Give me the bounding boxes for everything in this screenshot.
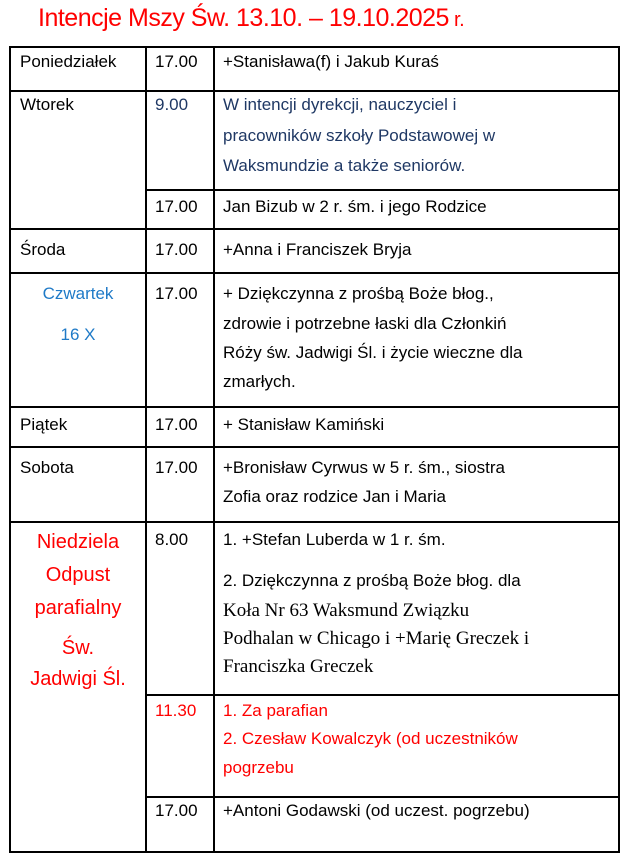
- mass-time: 17.00: [155, 240, 198, 259]
- day-label: Poniedziałek: [20, 52, 117, 71]
- mass-intention-line: Róży św. Jadwigi Śl. i życie wieczne dla: [223, 343, 523, 362]
- row-divider: [145, 694, 620, 696]
- mass-intention-line: Waksmundzie a także seniorów.: [223, 156, 466, 175]
- mass-intention-item: 2. Dziękczynna z prośbą Boże błog. dla: [223, 571, 521, 590]
- day-label: Sobota: [20, 458, 74, 477]
- day-date: 16 X: [60, 325, 96, 344]
- mass-time: 9.00: [155, 95, 189, 114]
- mass-time: 17.00: [155, 458, 198, 477]
- mass-intention-line: zdrowie i potrzebne łaski dla Członkiń: [223, 314, 507, 333]
- day-label: Piątek: [20, 415, 68, 434]
- day-label: Środa: [20, 240, 66, 259]
- mass-time: 17.00: [155, 197, 198, 216]
- row-divider: [9, 446, 620, 448]
- mass-time: 17.00: [155, 284, 198, 303]
- day-label: Niedziela: [36, 531, 120, 553]
- mass-intention: +Anna i Franciszek Bryja: [223, 240, 412, 259]
- mass-intention-line: + Dziękczynna z prośbą Boże błog.,: [223, 284, 494, 303]
- mass-intention-line: +Bronisław Cyrwus w 5 r. śm., siostra: [223, 458, 505, 477]
- mass-intention-line: 2. Czesław Kowalczyk (od uczestników: [223, 729, 518, 748]
- mass-intention: Jan Bizub w 2 r. śm. i jego Rodzice: [223, 197, 487, 216]
- day-label-line: Św.: [61, 637, 95, 659]
- mass-intention: +Antoni Godawski (od uczest. pogrzebu): [223, 801, 530, 820]
- mass-time: 11.30: [155, 701, 197, 720]
- row-divider: [9, 521, 620, 523]
- day-label: Wtorek: [20, 95, 74, 114]
- mass-time: 17.00: [155, 52, 198, 71]
- mass-intention-line: Koła Nr 63 Waksmund Związku: [223, 600, 470, 621]
- page-title: [38, 4, 464, 33]
- mass-time: 8.00: [155, 530, 189, 549]
- mass-intention-line: pracowników szkoły Podstawowej w: [223, 126, 496, 145]
- mass-intention-line: Franciszka Greczek: [223, 656, 374, 677]
- day-label-line: Odpust: [45, 564, 111, 586]
- row-divider: [9, 228, 620, 230]
- row-divider: [145, 189, 620, 191]
- row-divider: [9, 406, 620, 408]
- mass-intention-item: 1. +Stefan Luberda w 1 r. śm.: [223, 530, 446, 549]
- title-text: Intencje Mszy Św. 13.10. – 19.10.2025: [38, 4, 449, 32]
- mass-intention-line: Zofia oraz rodzice Jan i Maria: [223, 487, 446, 506]
- mass-time: 17.00: [155, 415, 198, 434]
- title-suffix: r.: [448, 9, 465, 31]
- mass-intention-line: pogrzebu: [223, 758, 294, 777]
- column-divider: [213, 46, 215, 853]
- mass-intention-line: zmarłych.: [223, 372, 296, 391]
- day-label: Czwartek: [42, 284, 114, 303]
- mass-time: 17.00: [155, 801, 198, 820]
- mass-intention-line: 1. Za parafian: [223, 701, 328, 720]
- mass-intention: + Stanisław Kamiński: [223, 415, 385, 434]
- column-divider: [145, 46, 147, 853]
- row-divider: [9, 272, 620, 274]
- day-label-line: parafialny: [34, 597, 122, 619]
- mass-intention: +Stanisława(f) i Jakub Kuraś: [223, 52, 439, 71]
- mass-intention-line: W intencji dyrekcji, nauczyciel i: [223, 95, 457, 114]
- mass-intention-line: Podhalan w Chicago i +Marię Greczek i: [223, 628, 530, 649]
- day-label-line: Jadwigi Śl.: [30, 668, 126, 690]
